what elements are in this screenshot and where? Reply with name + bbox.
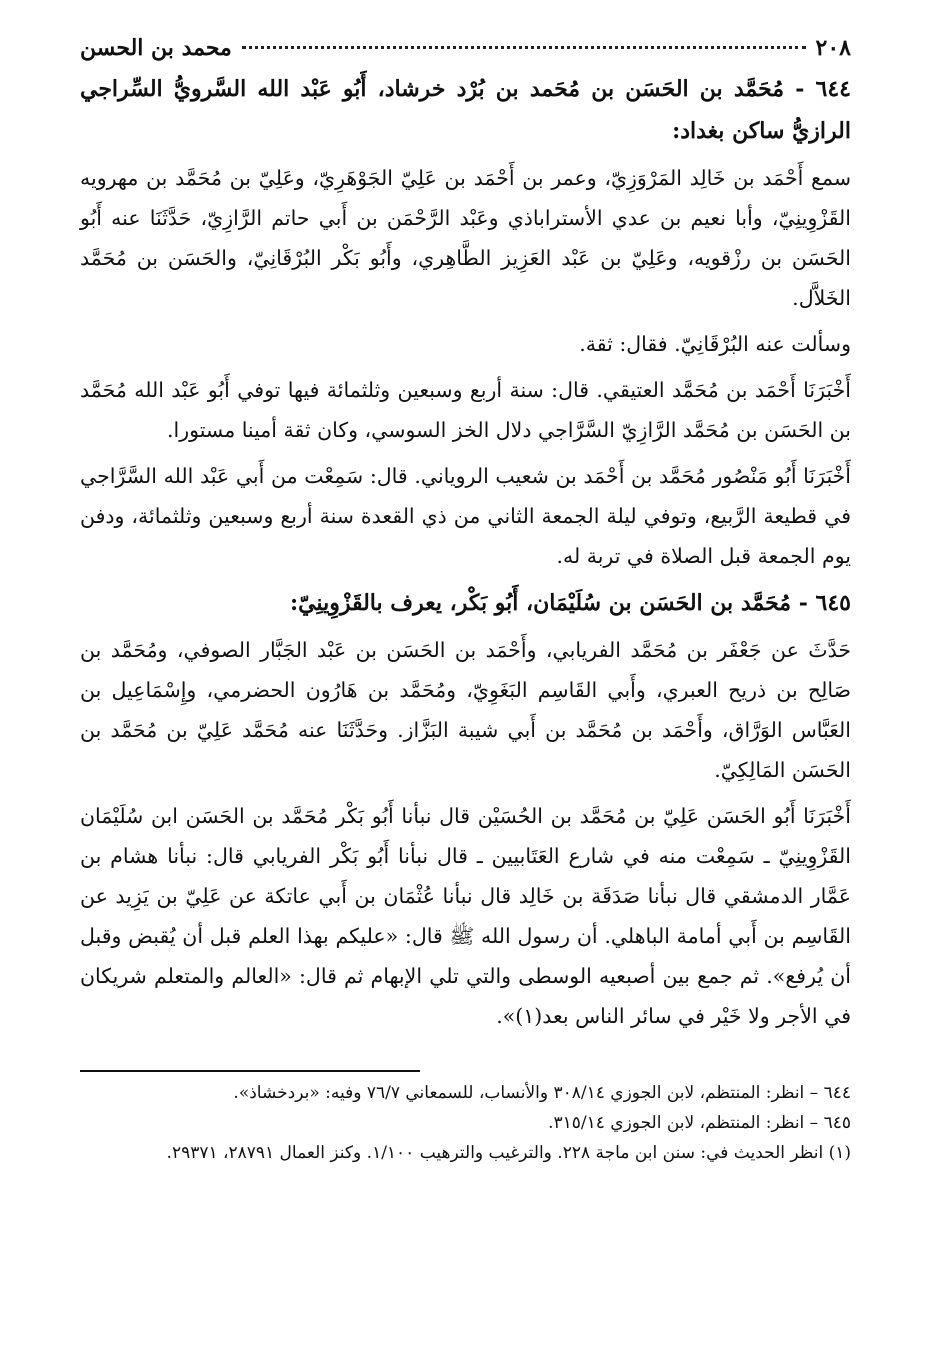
footnote-644: ٦٤٤ – انظر: المنتظم، لابن الجوزي ٣٠٨/١٤ والأنساب، للسمعاني ٧٦/٧ وفيه: «بردخشاذ». [233, 1083, 851, 1103]
main-text [80, 68, 851, 1036]
entry-645-title: ٦٤٥ - مُحَمَّد بن الحَسَن بن سُلَيْمَان، أَبُو بَكْر، يعرف بالقَزْوِينِيّ: [289, 590, 851, 616]
entry-644-paragraph: سمع أَحْمَد بن خَالِد المَرْوَزِيّ، وعمر بن أَحْمَد بن عَلِيّ الجَوْهَرِيّ، وعَلِيّ بن مُحَمَّد بن مهرويه القَزْوِينِيّ، وأبا نعيم بن عدي الأستراباذي وعَبْد الرَّحْمَن بن أَبي حاتم الرَّازِيّ، حَدَّثَنَا عنه أَبُو الحَسَن بن رزْقويه، وعَلِيّ بن عَبْد العَزِيز الطَّاهِري، وأَبُو بَكْر البُرْقَانِيّ، والحَسَن بن مُحَمَّد الخَلاَّل. [80, 166, 851, 310]
footnote-1: (١) انظر الحديث في: سنن ابن ماجة ٢٢٨. والترغيب والترهيب ١/١٠٠. وكنز العمال ٢٨٧٩١، ٢٩٣٧١. [166, 1143, 851, 1163]
entry-645-paragraph: أَخْبَرَنَا أَبُو الحَسَن عَلِيّ بن مُحَمَّد بن الحُسَيْن قال نبأنا أَبُو بَكْر مُحَمَّد بن الحَسَن ابن سُلَيْمَان القَزْوِينِيّ ـ سَمِعْت منه في شارع العَتَابيين ـ قال نبأنا أَبُو بَكْر الفريابي قال: نبأنا هشام بن عَمَّار الدمشقي قال نبأنا صَدَقَة بن خَالِد قال نبأنا عُثْمَان بن أَبي عاتكة عن عَلِيّ بن يَزِيد عن القَاسِم بن أَبي أمامة الباهلي. أن رسول الله ﷺ قال: «عليكم بهذا العلم قبل أن يُقبض وقبل أن يُرفع». ثم جمع بين أصبعيه الوسطى والتي تلي الإبهام ثم قال: «العالم والمتعلم شريكان في الأجر ولا خَيْر في سائر الناس بعد(١)». [80, 804, 851, 1028]
leader-dots [242, 46, 806, 49]
footnote-645: ٦٤٥ – انظر: المنتظم، لابن الجوزي ٣١٥/١٤. [548, 1113, 851, 1133]
entry-644-paragraph: وسألت عنه البُرْقَانِيّ. فقال: ثقة. [579, 332, 851, 356]
entry-644-paragraph: أَخْبَرَنَا أَبُو مَنْصُور مُحَمَّد بن أَحْمَد بن شعيب الروياني. قال: سَمِعْت من أَبي عَبْد الله السَّرَّاجي في قطيعة الرَّبيع، وتوفي ليلة الجمعة الثاني من ذي القعدة سنة أربع وسبعين وثلثمائة، ودفن يوم الجمعة قبل الصلاة في تربة له. [80, 464, 851, 568]
footnote-separator [80, 1070, 420, 1072]
entry-644-title: ٦٤٤ - مُحَمَّد بن الحَسَن بن مُحَمد بن بُرْد خرشاد، أَبُو عَبْد الله السَّرويُّ السِّراجي الرازيُّ ساكن بغداد: [80, 76, 851, 144]
page-number: ٢٠٨ [815, 35, 851, 61]
entry-645-paragraph: حَدَّثَ عن جَعْفَر بن مُحَمَّد الفريابي، وأَحْمَد بن الحَسَن بن عَبْد الجَبَّار الصوفي، ومُحَمَّد بن صَالِح بن ذريح العبري، وأَبي القَاسِم البَغَوِيّ، ومُحَمَّد بن هَارُون الحضرمي، وإِسْمَاعِيل بن العَبَّاس الوَرَّاق، وأَحْمَد بن مُحَمَّد بن أَبي شيبة البَزَّاز. وحَدَّثَنَا عنه مُحَمَّد عَلِيّ بن مُحَمَّد بن الحَسَن المَالِكِيّ. [80, 638, 851, 782]
running-title: محمد بن الحسن [80, 35, 232, 61]
running-header [80, 28, 851, 68]
entry-644-paragraph: أَخْبَرَنَا أَحْمَد بن مُحَمَّد العتيقي. قال: سنة أربع وسبعين وثلثمائة فيها توفي أَبُو عَبْد الله مُحَمَّد بن الحَسَن بن مُحَمَّد الرَّازِيّ السَّرَّاجي دلال الخز السوسي، وكان ثقة أمينا مستورا. [80, 378, 851, 442]
footnote-separator-wrap [80, 1042, 851, 1078]
footnotes [80, 1078, 851, 1168]
